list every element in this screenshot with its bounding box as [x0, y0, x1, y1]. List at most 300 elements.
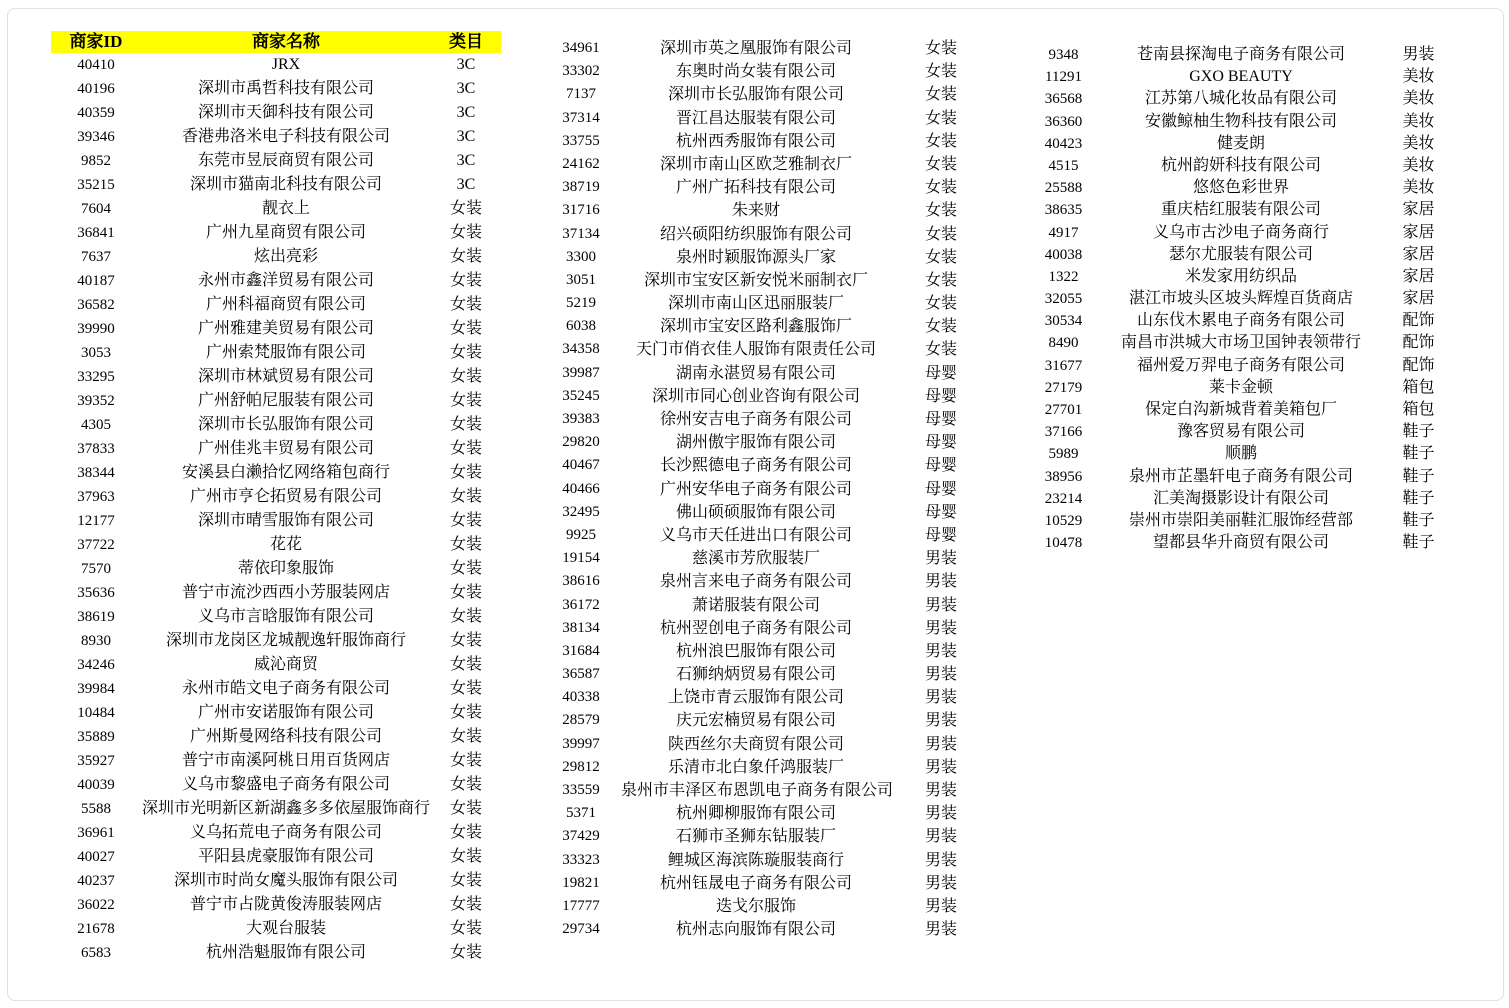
- category-cell: 配饰: [1402, 312, 1435, 330]
- merchant-id-cell: 6038: [566, 318, 596, 335]
- category-cell: 男装: [924, 573, 957, 591]
- table-row: [51, 461, 501, 485]
- category-cell: 女装: [449, 560, 482, 577]
- category-cell: 3C: [456, 176, 476, 193]
- category-cell: 家居: [1402, 201, 1435, 219]
- merchant-name-cell: 悠悠色彩世界: [1192, 179, 1289, 197]
- merchant-name-cell: 炫出亮彩: [253, 248, 318, 265]
- merchant-id-cell: 23214: [1044, 490, 1083, 507]
- table-row: [1016, 332, 1466, 354]
- category-cell: 美妆: [1402, 68, 1435, 86]
- category-cell: 美妆: [1402, 156, 1435, 174]
- merchant-name-cell: 泉州市丰泽区布恩凯电子商务有限公司: [621, 782, 894, 799]
- table-row: [1016, 177, 1466, 199]
- merchant-id-cell: 21678: [77, 921, 115, 937]
- table-row: [541, 338, 991, 361]
- category-cell: 女装: [449, 848, 482, 865]
- merchant-name-cell: 广州市亨仑拓贸易有限公司: [189, 488, 382, 505]
- merchant-id-cell: 40196: [77, 81, 115, 97]
- merchant-name-cell: 平阳县虎豪服饰有限公司: [197, 848, 374, 865]
- merchant-name-cell: 天门市俏衣佳人服饰有限责任公司: [635, 341, 876, 359]
- merchant-name-cell: 深圳市南山区迅丽服装厂: [667, 295, 844, 313]
- category-cell: 女装: [924, 202, 957, 220]
- category-cell: 女装: [924, 63, 957, 81]
- table-row: [541, 570, 991, 593]
- merchant-id-cell: 40338: [562, 689, 600, 706]
- merchant-name-cell: 徐州安吉电子商务有限公司: [659, 411, 852, 428]
- merchant-name-cell: 朱来财: [731, 202, 780, 220]
- category-cell: 女装: [449, 416, 482, 433]
- category-cell: 母婴: [924, 434, 957, 452]
- category-cell: 3C: [456, 80, 476, 97]
- merchant-name-cell: 深圳市龙岗区龙城靓逸轩服饰商行: [165, 632, 406, 649]
- merchant-name-cell: 广州九星商贸有限公司: [205, 224, 366, 241]
- merchant-name-cell: 上饶市青云服饰有限公司: [667, 689, 844, 707]
- merchant-name-cell: 永州市皓文电子商务有限公司: [181, 680, 390, 697]
- merchant-id-cell: 27179: [1044, 379, 1083, 396]
- table-row: [541, 176, 991, 199]
- category-cell: 女装: [449, 488, 482, 505]
- merchant-id-cell: 3300: [566, 248, 596, 265]
- category-cell: 箱包: [1402, 401, 1435, 418]
- merchant-name-cell: 福州爱万羿电子商务有限公司: [1136, 356, 1345, 374]
- table-row: [1016, 155, 1466, 177]
- merchant-id-cell: 40423: [1044, 135, 1083, 152]
- category-cell: 女装: [449, 224, 482, 241]
- merchant-id-cell: 11291: [1045, 69, 1082, 86]
- merchant-name-cell: 广州安华电子商务有限公司: [659, 480, 852, 498]
- merchant-id-cell: 37166: [1044, 424, 1083, 441]
- merchant-id-cell: 32495: [562, 503, 600, 520]
- category-cell: 配饰: [1402, 356, 1435, 374]
- category-cell: 女装: [449, 296, 482, 313]
- merchant-id-cell: 33302: [562, 63, 600, 80]
- merchant-name-cell: 米发家用纺织品: [1184, 267, 1297, 285]
- table-row: [51, 293, 501, 317]
- merchant-id-cell: 8490: [1048, 335, 1079, 352]
- table-row: [1016, 532, 1466, 554]
- category-cell: 配饰: [1402, 334, 1435, 352]
- category-cell: 鞋子: [1402, 534, 1435, 552]
- category-cell: 男装: [924, 782, 957, 799]
- category-cell: 女装: [924, 341, 957, 359]
- merchant-name-cell: 泉州时颖服饰源头厂家: [675, 248, 836, 266]
- merchant-id-cell: 37134: [562, 225, 600, 242]
- table-header-row: [51, 31, 501, 53]
- merchant-id-cell: 35215: [77, 177, 115, 193]
- merchant-id-cell: 8930: [81, 633, 111, 649]
- table-row: [51, 653, 501, 677]
- merchant-id-cell: 31677: [1044, 357, 1083, 374]
- table-row: [541, 199, 991, 222]
- merchant-name-cell: 广州市安诺服饰有限公司: [197, 704, 374, 721]
- table-row: [541, 408, 991, 431]
- merchant-id-cell: 19821: [562, 874, 600, 891]
- merchant-name-cell: 东奥时尚女装有限公司: [675, 63, 836, 81]
- table-row: [51, 797, 501, 821]
- merchant-name-cell: 泉州市芷墨轩电子商务有限公司: [1128, 467, 1353, 485]
- category-cell: 女装: [924, 155, 957, 173]
- table-row: [51, 869, 501, 893]
- merchant-id-cell: 12177: [77, 513, 115, 529]
- table-row: [51, 245, 501, 269]
- merchant-id-cell: 40038: [1044, 246, 1083, 263]
- merchant-id-cell: 39987: [562, 364, 600, 381]
- table-row: [51, 125, 501, 149]
- merchant-id-cell: 38344: [77, 465, 115, 481]
- merchant-name-cell: 重庆桔红服装有限公司: [1160, 201, 1321, 219]
- category-cell: 美妆: [1402, 179, 1435, 197]
- merchant-name-cell: 南昌市洪城大市场卫国钟表领带行: [1120, 334, 1361, 352]
- merchant-name-cell: 石狮市圣狮东钻服装厂: [675, 828, 836, 846]
- table-row: [51, 749, 501, 773]
- table-row: [51, 101, 501, 125]
- merchant-name-cell: 顺鹏: [1224, 445, 1257, 463]
- merchant-table-column-3: [1016, 44, 1466, 554]
- category-cell: 男装: [924, 642, 957, 660]
- table-row: [51, 941, 501, 965]
- category-cell: 美妆: [1402, 90, 1435, 108]
- category-cell: 女装: [924, 248, 957, 266]
- merchant-id-cell: 40027: [77, 849, 115, 865]
- merchant-id-cell: 5371: [566, 805, 596, 822]
- category-cell: 女装: [449, 800, 482, 817]
- merchant-name-cell: 湖南永湛贸易有限公司: [675, 364, 836, 382]
- merchant-id-cell: 5219: [566, 295, 596, 312]
- merchant-name-cell: 杭州卿柳服饰有限公司: [675, 805, 836, 823]
- table-row: [51, 53, 501, 77]
- merchant-name-cell: 广州雅建美贸易有限公司: [197, 320, 374, 337]
- category-cell: 女装: [449, 392, 482, 409]
- category-cell: 鞋子: [1402, 467, 1435, 485]
- merchant-name-cell: 义乌拓荒电子商务有限公司: [189, 824, 382, 841]
- table-row: [541, 292, 991, 315]
- merchant-id-cell: 7570: [81, 561, 111, 577]
- table-row: [541, 83, 991, 106]
- category-cell: 女装: [449, 680, 482, 697]
- table-row: [1016, 44, 1466, 66]
- category-cell: 男装: [924, 874, 957, 892]
- merchant-name-cell: 义乌市黎盛电子商务有限公司: [181, 776, 390, 793]
- table-row: [51, 701, 501, 725]
- merchant-id-cell: 38719: [562, 179, 600, 196]
- merchant-id-cell: 33295: [77, 369, 115, 385]
- table-row: [541, 895, 991, 918]
- category-cell: 女装: [449, 608, 482, 625]
- merchant-name-cell: 深圳市天御科技有限公司: [197, 104, 374, 121]
- table-row: [541, 130, 991, 153]
- merchant-name-cell: 深圳市长弘服饰有限公司: [197, 416, 374, 433]
- table-row: [1016, 310, 1466, 332]
- merchant-id-cell: 10529: [1044, 512, 1083, 529]
- merchant-name-cell: 庆元宏楠贸易有限公司: [675, 712, 836, 730]
- merchant-id-cell: 40039: [77, 777, 115, 793]
- merchant-name-cell: 深圳市同心创业咨询有限公司: [651, 387, 860, 405]
- merchant-name-cell: 瑟尔尤服装有限公司: [1168, 245, 1313, 263]
- table-row: [541, 107, 991, 130]
- table-row: [51, 269, 501, 293]
- category-cell: 家居: [1402, 267, 1435, 285]
- merchant-id-cell: 36841: [77, 225, 115, 241]
- merchant-id-cell: 35245: [562, 387, 600, 404]
- table-row: [541, 269, 991, 292]
- category-cell: 女装: [449, 920, 482, 937]
- category-cell: 女装: [924, 86, 957, 104]
- table-body: [1016, 44, 1466, 554]
- category-cell: 男装: [924, 596, 957, 614]
- merchant-name-cell: 萧诺服装有限公司: [691, 596, 820, 614]
- merchant-name-cell: 陕西丝尔夫商贸有限公司: [667, 735, 844, 753]
- merchant-name-cell: 健麦朗: [1216, 134, 1265, 152]
- merchant-id-cell: 30534: [1044, 313, 1083, 330]
- merchant-id-cell: 37429: [562, 828, 600, 845]
- merchant-id-cell: 10478: [1044, 535, 1083, 552]
- merchant-id-cell: 31684: [562, 642, 600, 659]
- merchant-id-cell: 38956: [1044, 468, 1083, 485]
- merchant-id-cell: 38134: [562, 619, 600, 636]
- merchant-name-cell: 乐清市北白象仟鸿服装厂: [667, 758, 844, 776]
- merchant-id-cell: 28579: [562, 712, 600, 729]
- merchant-name-cell: 深圳市猫南北科技有限公司: [189, 176, 382, 193]
- merchant-id-cell: 7137: [566, 86, 596, 103]
- merchant-name-cell: 靓衣上: [261, 200, 310, 217]
- merchant-name-cell: 义乌市言晗服饰有限公司: [197, 608, 374, 625]
- table-body: [51, 53, 501, 965]
- category-cell: 女装: [924, 295, 957, 313]
- merchant-name-cell: 深圳市宝安区路利鑫服饰厂: [659, 318, 852, 336]
- table-row: [541, 501, 991, 524]
- category-cell: 女装: [449, 344, 482, 361]
- merchant-name-cell: 义乌市古沙电子商务商行: [1152, 223, 1329, 241]
- table-row: [51, 605, 501, 629]
- merchant-id-cell: 9852: [81, 153, 111, 169]
- merchant-id-cell: 40467: [562, 457, 600, 474]
- merchant-id-cell: 24162: [562, 155, 600, 172]
- category-cell: 男装: [924, 712, 957, 730]
- table-row: [1016, 466, 1466, 488]
- table-row: [541, 315, 991, 338]
- table-row: [51, 413, 501, 437]
- merchant-name-cell: 广州索梵服饰有限公司: [205, 344, 366, 361]
- table-row: [541, 825, 991, 848]
- table-row: [1016, 510, 1466, 532]
- merchant-id-cell: 36360: [1044, 113, 1083, 130]
- merchant-id-cell: 33755: [562, 132, 600, 149]
- merchant-name-cell: 广州舒帕尼服装有限公司: [197, 392, 374, 409]
- merchant-name-cell: 深圳市英之凰服饰有限公司: [659, 40, 852, 57]
- table-row: [51, 77, 501, 101]
- merchant-name-cell: 深圳市禹哲科技有限公司: [197, 80, 374, 97]
- merchant-id-cell: 9348: [1048, 47, 1079, 63]
- merchant-name-cell: GXO BEAUTY: [1189, 68, 1293, 86]
- merchant-name-cell: 花花: [269, 536, 302, 553]
- merchant-name-cell: 东莞市昱辰商贸有限公司: [197, 152, 374, 169]
- merchant-name-cell: 迭戈尔服饰: [715, 897, 796, 915]
- category-cell: 鞋子: [1402, 423, 1435, 441]
- merchant-id-cell: 34961: [562, 40, 600, 56]
- merchant-name-cell: 蒂依印象服饰: [237, 560, 334, 577]
- table-row: [541, 849, 991, 872]
- category-cell: 男装: [924, 828, 957, 846]
- merchant-name-cell: 石狮纳炳贸易有限公司: [675, 666, 836, 684]
- category-cell: 3C: [456, 128, 476, 145]
- merchant-id-cell: 25588: [1044, 180, 1083, 197]
- category-cell: 女装: [449, 536, 482, 553]
- page-card: [7, 8, 1504, 1001]
- merchant-name-cell: 深圳市南山区欧芝雅制衣厂: [659, 155, 852, 173]
- merchant-name-cell: 杭州西秀服饰有限公司: [675, 132, 836, 150]
- merchant-id-cell: 4305: [81, 417, 111, 433]
- category-cell: 母婴: [924, 364, 957, 382]
- table-row: [541, 547, 991, 570]
- category-cell: 女装: [924, 40, 957, 57]
- table-row: [541, 733, 991, 756]
- category-cell: 女装: [924, 179, 957, 197]
- table-row: [541, 431, 991, 454]
- merchant-name-cell: 莱卡金顿: [1208, 378, 1273, 396]
- merchant-name-cell: 广州科福商贸有限公司: [205, 296, 366, 313]
- merchant-name-cell: 杭州志向服饰有限公司: [675, 921, 836, 939]
- table-row: [51, 437, 501, 461]
- category-cell: 女装: [449, 272, 482, 289]
- merchant-id-cell: 17777: [562, 897, 600, 914]
- merchant-id-cell: 10484: [77, 705, 115, 721]
- merchant-id-cell: 35889: [77, 729, 115, 745]
- merchant-id-cell: 38616: [562, 573, 600, 590]
- table-body: [541, 37, 991, 941]
- table-row: [541, 802, 991, 825]
- merchant-name-cell: 永州市鑫洋贸易有限公司: [197, 272, 374, 289]
- category-cell: 男装: [924, 805, 957, 823]
- merchant-name-cell: 大观台服装: [245, 920, 326, 937]
- merchant-id-cell: 29820: [562, 434, 600, 451]
- category-cell: 母婴: [924, 526, 957, 544]
- table-row: [51, 341, 501, 365]
- merchant-table-column-2: [541, 37, 991, 941]
- merchant-id-cell: 27701: [1044, 402, 1083, 418]
- table-row: [51, 773, 501, 797]
- table-row: [541, 709, 991, 732]
- table-row: [1016, 443, 1466, 465]
- table-row: [541, 594, 991, 617]
- merchant-name-cell: 香港弗洛米电子科技有限公司: [181, 128, 390, 145]
- category-cell: 男装: [924, 619, 957, 637]
- merchant-id-cell: 29734: [562, 921, 600, 938]
- table-row: [541, 153, 991, 176]
- table-row: [51, 317, 501, 341]
- merchant-name-cell: 普宁市占陇黄俊涛服装网店: [189, 896, 382, 913]
- table-row: [541, 454, 991, 477]
- category-cell: 家居: [1402, 290, 1435, 308]
- merchant-name-cell: 普宁市流沙西西小芳服装网店: [181, 584, 390, 601]
- table-row: [541, 60, 991, 83]
- table-row: [541, 524, 991, 547]
- merchant-name-cell: 威沁商贸: [253, 656, 318, 673]
- merchant-name-cell: 杭州韵妍科技有限公司: [1160, 156, 1321, 174]
- category-cell: 女装: [924, 318, 957, 336]
- table-row: [1016, 111, 1466, 133]
- merchant-name-cell: 杭州钰晟电子商务有限公司: [659, 874, 852, 892]
- merchant-name-cell: 保定白沟新城背着美箱包厂: [1144, 401, 1337, 418]
- table-row: [1016, 222, 1466, 244]
- table-row: [51, 389, 501, 413]
- table-row: [51, 893, 501, 917]
- category-cell: 女装: [449, 944, 482, 961]
- merchant-name-cell: 杭州浪巴服饰有限公司: [675, 642, 836, 660]
- table-row: [541, 686, 991, 709]
- category-cell: 3C: [456, 152, 476, 169]
- merchant-name-cell: 山东伐木累电子商务有限公司: [1136, 312, 1345, 330]
- category-cell: 女装: [449, 248, 482, 265]
- merchant-name-cell: 深圳市时尚女魔头服饰有限公司: [173, 872, 398, 889]
- merchant-id-cell: 33323: [562, 851, 600, 868]
- merchant-id-cell: 5588: [81, 801, 111, 817]
- table-row: [1016, 66, 1466, 88]
- merchant-id-cell: 40187: [77, 273, 115, 289]
- table-row: [51, 365, 501, 389]
- category-cell: 3C: [456, 104, 476, 121]
- merchant-id-cell: 37314: [562, 109, 600, 126]
- table-row: [51, 845, 501, 869]
- merchant-id-cell: 5989: [1048, 446, 1079, 463]
- merchant-name-cell: 广州斯曼网络科技有限公司: [189, 728, 382, 745]
- merchant-id-cell: 36582: [77, 297, 115, 313]
- merchant-name-cell: 安徽鲸柚生物科技有限公司: [1144, 112, 1337, 130]
- category-cell: 家居: [1402, 245, 1435, 263]
- merchant-id-cell: 36172: [562, 596, 600, 613]
- category-cell: 女装: [924, 132, 957, 150]
- table-row: [541, 37, 991, 60]
- merchant-name-cell: 广州佳兆丰贸易有限公司: [197, 440, 374, 457]
- table-row: [51, 581, 501, 605]
- merchant-id-cell: 35636: [77, 585, 115, 601]
- merchant-name-cell: 深圳市光明新区新湖鑫多多依屋服饰商行: [141, 800, 430, 817]
- merchant-name-cell: 安溪县白濑拾忆网络箱包商行: [181, 464, 390, 481]
- category-cell: 男装: [924, 689, 957, 707]
- category-cell: 女装: [449, 584, 482, 601]
- merchant-name-cell: 广州广拓科技有限公司: [675, 179, 836, 197]
- merchant-id-cell: 7604: [81, 201, 111, 217]
- category-cell: 箱包: [1402, 378, 1435, 396]
- table-row: [1016, 288, 1466, 310]
- merchant-id-cell: 32055: [1044, 291, 1083, 308]
- table-row: [1016, 266, 1466, 288]
- merchant-id-cell: 38619: [77, 609, 115, 625]
- merchant-id-cell: 39346: [77, 129, 115, 145]
- merchant-name-cell: 汇美淘摄影设计有限公司: [1152, 489, 1329, 507]
- merchant-table-column-1: [51, 31, 501, 965]
- category-cell: 母婴: [924, 457, 957, 475]
- category-cell: 女装: [449, 752, 482, 769]
- header-merchant-name: 商家名称: [252, 32, 320, 51]
- table-row: [541, 663, 991, 686]
- merchant-id-cell: 38635: [1044, 202, 1083, 219]
- category-cell: 鞋子: [1402, 445, 1435, 463]
- merchant-id-cell: 9925: [566, 526, 596, 543]
- category-cell: 女装: [449, 704, 482, 721]
- table-row: [1016, 421, 1466, 443]
- category-cell: 男装: [924, 666, 957, 684]
- table-row: [1016, 399, 1466, 421]
- category-cell: 女装: [449, 824, 482, 841]
- merchant-id-cell: 39984: [77, 681, 115, 697]
- header-merchant-id: 商家ID: [69, 32, 123, 51]
- merchant-id-cell: 39990: [77, 321, 115, 337]
- table-row: [541, 246, 991, 269]
- category-cell: 美妆: [1402, 112, 1435, 130]
- category-cell: 鞋子: [1402, 511, 1435, 529]
- merchant-id-cell: 39352: [77, 393, 115, 409]
